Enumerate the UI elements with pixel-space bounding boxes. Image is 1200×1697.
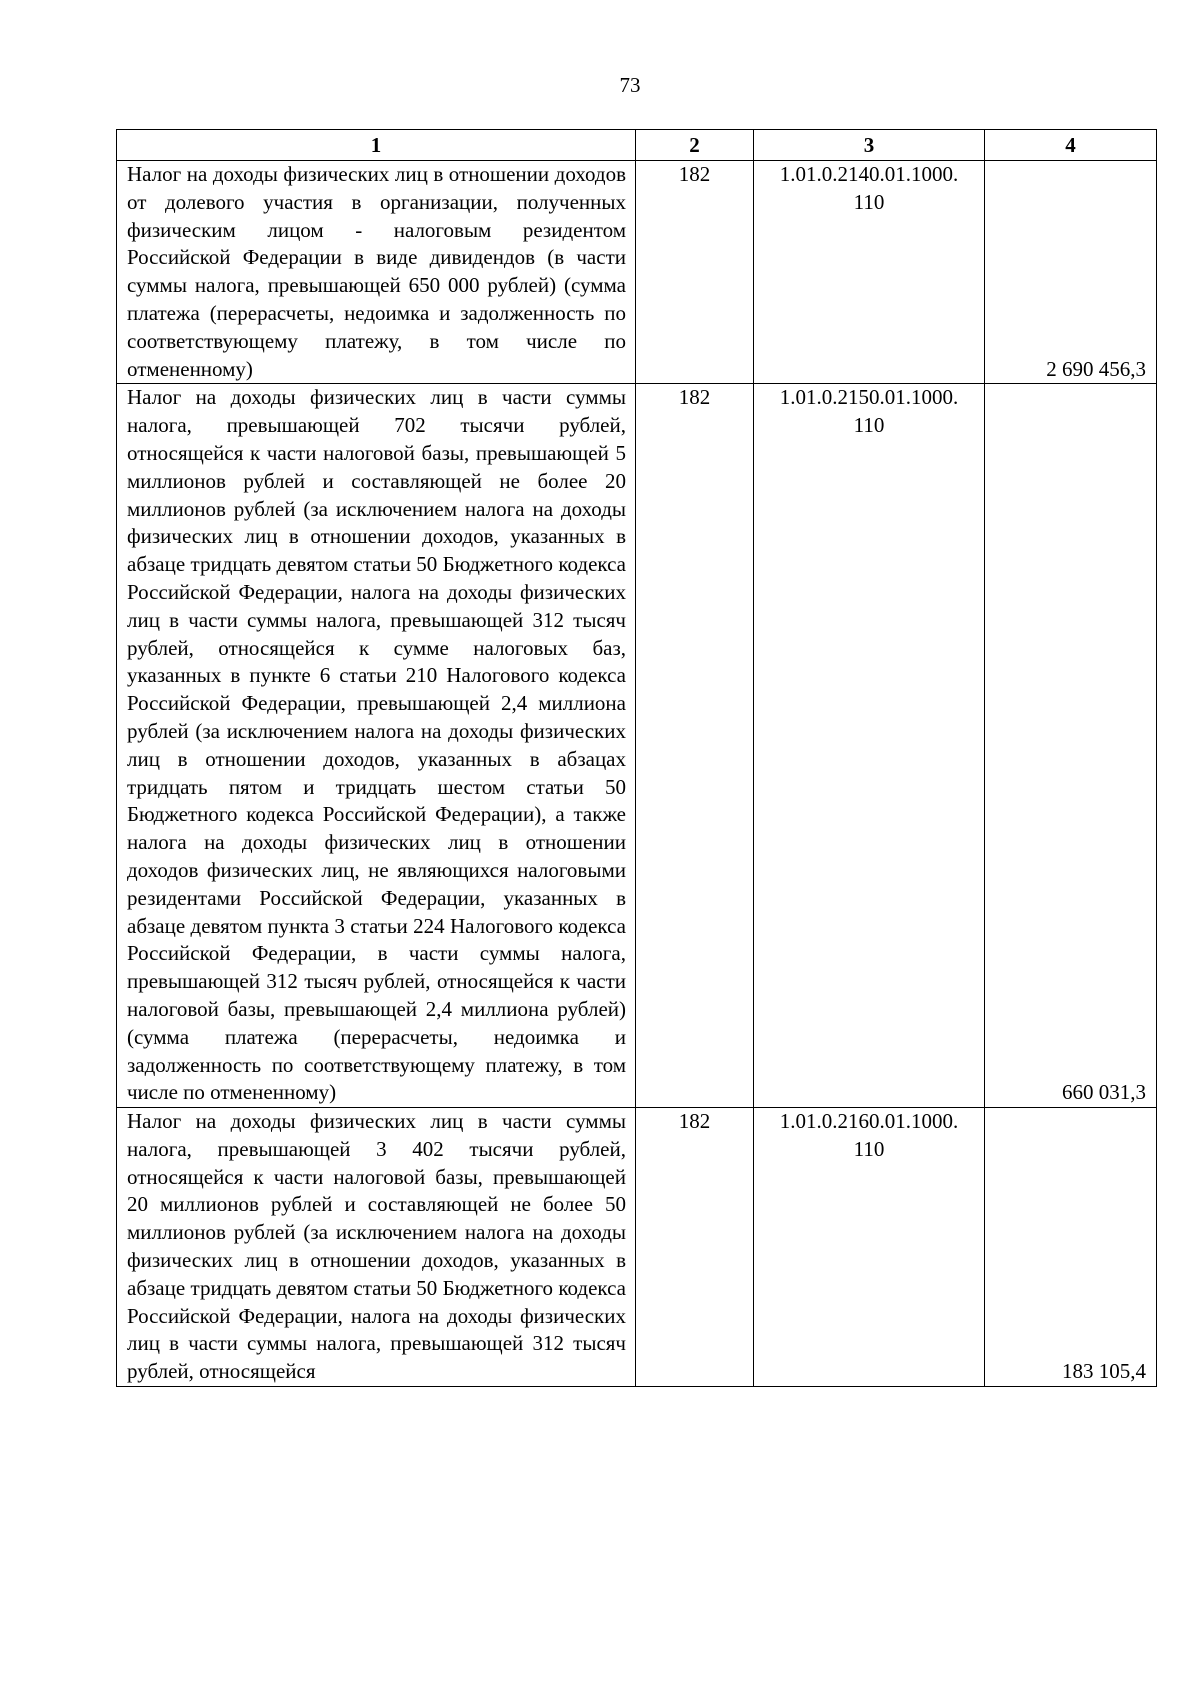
admin-code-cell: 182 bbox=[636, 384, 754, 1108]
amount-cell: 2 690 456,3 bbox=[985, 161, 1157, 384]
table-row bbox=[117, 1108, 1157, 1387]
income-name-cell: Налог на доходы физических лиц в части суммы налога, превышающей 3 402 тысячи рублей, относящейся к части налоговой базы, превышающей 20 миллионов рублей и составляющей не более 50 миллионов рублей (за исключением налога на доходы физических лиц в отношении доходов, указанных в абзаце тридцать девятом статьи 50 Бюджетного кодекса Российской Федерации, налога на доходы физических лиц в части суммы налога, превышающей 312 тысяч рублей, относящейся bbox=[117, 1108, 636, 1387]
revenue-table bbox=[116, 129, 1157, 1387]
budget-code-line2: 110 bbox=[853, 1136, 885, 1161]
table-header-row bbox=[117, 130, 1157, 161]
table-row bbox=[117, 384, 1157, 1108]
budget-code-cell bbox=[754, 1108, 985, 1387]
admin-code-cell: 182 bbox=[636, 161, 754, 384]
table-row bbox=[117, 161, 1157, 384]
column-header-amount: 4 bbox=[985, 130, 1157, 161]
amount-cell: 660 031,3 bbox=[985, 384, 1157, 1108]
budget-code-line2: 110 bbox=[853, 413, 885, 438]
budget-code-line1: 1.01.0.2150.01.1000. bbox=[779, 385, 959, 410]
income-name-cell: Налог на доходы физических лиц в отношении доходов от долевого участия в организации, полученных физическим лицом - налоговым резидентом Российской Федерации в виде дивидендов (в части суммы налога, превышающей 650 000 рублей) (сумма платежа (перерасчеты, недоимка и задолженность по соответствующему платежу, в том числе по отмененному) bbox=[117, 161, 636, 384]
column-header-name: 1 bbox=[117, 130, 636, 161]
budget-code-cell bbox=[754, 384, 985, 1108]
column-header-code: 3 bbox=[754, 130, 985, 161]
amount-cell: 183 105,4 bbox=[985, 1108, 1157, 1387]
budget-code-cell bbox=[754, 161, 985, 384]
column-header-admin: 2 bbox=[636, 130, 754, 161]
budget-code-line1: 1.01.0.2140.01.1000. bbox=[779, 162, 959, 186]
budget-code-line2: 110 bbox=[853, 189, 885, 214]
budget-code-line1: 1.01.0.2160.01.1000. bbox=[779, 1109, 959, 1134]
admin-code-cell: 182 bbox=[636, 1108, 754, 1387]
page-number: 73 bbox=[619, 73, 641, 97]
income-name-cell: Налог на доходы физических лиц в части суммы налога, превышающей 702 тысячи рублей, относящейся к части налоговой базы, превышающей 5 миллионов рублей и составляющей не более 20 миллионов рублей (за исключением налога на доходы физических лиц в отношении доходов, указанных в абзаце тридцать девятом статьи 50 Бюджетного кодекса Российской Федерации, налога на доходы физических лиц в части суммы налога, превышающей 312 тысяч рублей, относящейся к сумме налоговых баз, указанных в пункте 6 статьи 210 Налогового кодекса Российской Федерации, превышающей 2,4 миллиона рублей (за исключением налога на доходы физических лиц в отношении доходов, указанных в абзацах тридцать пятом и тридцать шестом статьи 50 Бюджетного кодекса Российской Федерации), а также налога на доходы физических лиц в отношении доходов физических лиц, не являющихся налоговыми резидентами Российской Федерации, указанных в абзаце девятом пункта 3 статьи 224 Налогового кодекса Российской Федерации, в части суммы налога, превышающей 312 тысяч рублей, относящейся к части налоговой базы, превышающей 2,4 миллиона рублей) (сумма платежа (перерасчеты, недоимка и задолженность по соответствующему платежу, в том числе по отмененному) bbox=[117, 384, 636, 1108]
